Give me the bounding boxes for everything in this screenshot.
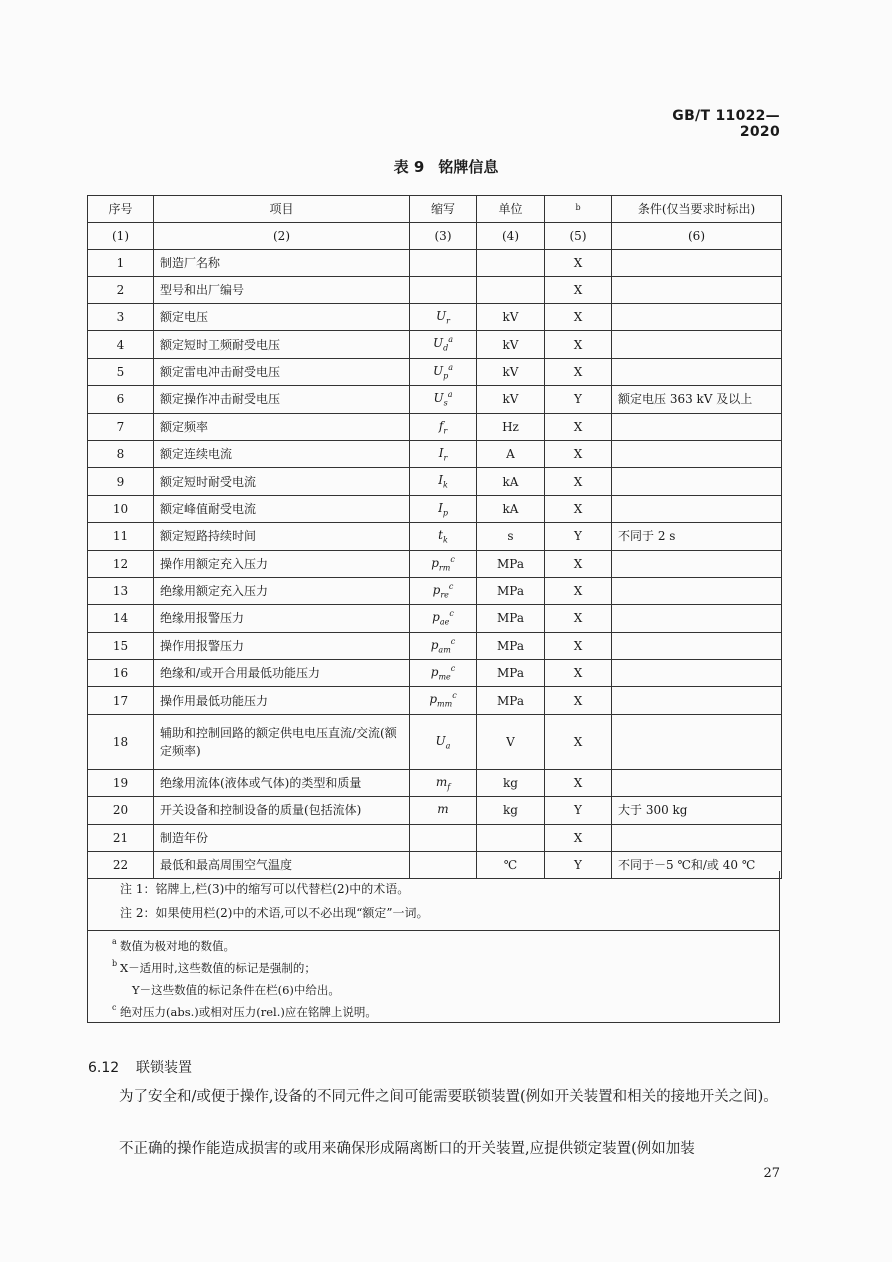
cell-condition: [612, 824, 782, 851]
cell-condition: 不同于－5 ℃和/或 40 ℃: [612, 851, 782, 878]
colnum: (5): [545, 223, 612, 250]
table-row: [88, 550, 782, 577]
cell-no: 7: [88, 413, 154, 440]
cell-condition: [612, 577, 782, 604]
cell-abbr: $U_p^a$: [410, 358, 477, 385]
cell-unit: MPa: [477, 632, 545, 659]
cell-no: 4: [88, 331, 154, 358]
cell-abbr: $p_{am}^c$: [410, 632, 477, 659]
note-1: 注 1：铭牌上,栏(3)中的缩写可以代替栏(2)中的术语。: [120, 882, 410, 896]
cell-item: 最低和最高周围空气温度: [154, 851, 410, 878]
cell-condition: [612, 413, 782, 440]
cell-flag: X: [545, 769, 612, 796]
cell-flag: X: [545, 468, 612, 495]
cell-abbr: $U_r$: [410, 304, 477, 331]
cell-flag: X: [545, 250, 612, 277]
cell-condition: [612, 550, 782, 577]
cell-condition: [612, 605, 782, 632]
cell-unit: kV: [477, 386, 545, 413]
header-abbr: 缩写: [410, 196, 477, 223]
colnum: (4): [477, 223, 545, 250]
standard-number: GB/T 11022—2020: [672, 108, 780, 140]
cell-flag: X: [545, 413, 612, 440]
table-row: [88, 495, 782, 522]
cell-condition: [612, 250, 782, 277]
colnum: (3): [410, 223, 477, 250]
cell-condition: 额定电压 363 kV 及以上: [612, 386, 782, 413]
footnote-a: a 数值为极对地的数值。: [112, 937, 235, 953]
cell-abbr: [410, 824, 477, 851]
cell-no: 3: [88, 304, 154, 331]
cell-condition: [612, 440, 782, 467]
cell-abbr: $p_{ae}^c$: [410, 605, 477, 632]
table-row: [88, 331, 782, 358]
page-number: 27: [763, 1166, 780, 1181]
table-title-label: 表 9: [393, 158, 425, 176]
cell-item: 绝缘和/或开合用最低功能压力: [154, 660, 410, 687]
paragraph-1: 为了安全和/或便于操作,设备的不同元件之间可能需要联锁装置(例如开关装置和相关的接地开关之间)。: [119, 1089, 778, 1105]
cell-item: 辅助和控制回路的额定供电电压直流/交流(额定频率): [154, 714, 410, 769]
cell-unit: kA: [477, 495, 545, 522]
footnote-b: b X－适用时,这些数值的标记是强制的；: [112, 959, 316, 975]
cell-abbr: $U_a$: [410, 714, 477, 769]
cell-item: 型号和出厂编号: [154, 277, 410, 304]
cell-unit: ℃: [477, 851, 545, 878]
cell-flag: Y: [545, 386, 612, 413]
cell-condition: [612, 277, 782, 304]
cell-no: 11: [88, 523, 154, 550]
header-unit: 单位: [477, 196, 545, 223]
table-row: [88, 660, 782, 687]
cell-condition: [612, 495, 782, 522]
footnote-b-cont: Y－这些数值的标记条件在栏(6)中给出。: [132, 983, 340, 997]
table-row: [88, 440, 782, 467]
header-condition: 条件(仅当要求时标出): [612, 196, 782, 223]
cell-flag: X: [545, 687, 612, 714]
section-heading: [88, 1057, 192, 1077]
cell-flag: X: [545, 304, 612, 331]
header-item: 项目: [154, 196, 410, 223]
cell-item: 额定短路持续时间: [154, 523, 410, 550]
cell-flag: X: [545, 714, 612, 769]
cell-condition: [612, 632, 782, 659]
cell-no: 12: [88, 550, 154, 577]
cell-flag: X: [545, 605, 612, 632]
cell-abbr: $I_r$: [410, 440, 477, 467]
cell-unit: kg: [477, 797, 545, 824]
cell-no: 15: [88, 632, 154, 659]
table-body: [88, 250, 782, 879]
cell-abbr: $I_p$: [410, 495, 477, 522]
cell-item: 操作用额定充入压力: [154, 550, 410, 577]
cell-unit: kg: [477, 769, 545, 796]
cell-item: 操作用最低功能压力: [154, 687, 410, 714]
cell-item: 制造厂名称: [154, 250, 410, 277]
cell-condition: [612, 714, 782, 769]
cell-unit: [477, 277, 545, 304]
table-header-row: [88, 196, 782, 223]
cell-condition: [612, 468, 782, 495]
cell-unit: kV: [477, 331, 545, 358]
cell-abbr: $p_{re}^c$: [410, 577, 477, 604]
cell-item: 操作用报警压力: [154, 632, 410, 659]
table-row: [88, 577, 782, 604]
cell-unit: Hz: [477, 413, 545, 440]
cell-no: 5: [88, 358, 154, 385]
cell-condition: [612, 687, 782, 714]
table-row: [88, 714, 782, 769]
cell-no: 9: [88, 468, 154, 495]
cell-abbr: $p_{me}^c$: [410, 660, 477, 687]
cell-abbr: $f_r$: [410, 413, 477, 440]
cell-no: 10: [88, 495, 154, 522]
cell-item: 额定操作冲击耐受电压: [154, 386, 410, 413]
cell-no: 20: [88, 797, 154, 824]
cell-abbr: $t_k$: [410, 523, 477, 550]
cell-unit: MPa: [477, 687, 545, 714]
cell-no: 13: [88, 577, 154, 604]
cell-item: 绝缘用报警压力: [154, 605, 410, 632]
section-number: 6.12: [88, 1060, 120, 1076]
table-row: [88, 824, 782, 851]
cell-unit: [477, 824, 545, 851]
cell-no: 21: [88, 824, 154, 851]
cell-unit: MPa: [477, 605, 545, 632]
table-row: [88, 304, 782, 331]
cell-flag: X: [545, 550, 612, 577]
cell-item: 额定短时工频耐受电压: [154, 331, 410, 358]
note-2: 注 2：如果使用栏(2)中的术语,可以不必出现“额定”一词。: [120, 906, 429, 920]
cell-flag: X: [545, 632, 612, 659]
cell-condition: 大于 300 kg: [612, 797, 782, 824]
cell-item: 制造年份: [154, 824, 410, 851]
cell-item: 绝缘用额定充入压力: [154, 577, 410, 604]
cell-no: 14: [88, 605, 154, 632]
cell-item: 额定峰值耐受电流: [154, 495, 410, 522]
colnum: (2): [154, 223, 410, 250]
cell-flag: X: [545, 331, 612, 358]
table-row: [88, 386, 782, 413]
table-colnum-row: [88, 223, 782, 250]
cell-no: 19: [88, 769, 154, 796]
cell-condition: [612, 304, 782, 331]
table-row: [88, 523, 782, 550]
cell-unit: V: [477, 714, 545, 769]
colnum: (1): [88, 223, 154, 250]
cell-no: 8: [88, 440, 154, 467]
footnote-c: c 绝对压力(abs.)或相对压力(rel.)应在铭牌上说明。: [112, 1003, 377, 1019]
cell-item: 绝缘用流体(液体或气体)的类型和质量: [154, 769, 410, 796]
table-row: [88, 277, 782, 304]
cell-item: 额定雷电冲击耐受电压: [154, 358, 410, 385]
cell-unit: s: [477, 523, 545, 550]
paragraph-2: 不正确的操作能造成损害的或用来确保形成隔离断口的开关装置,应提供锁定装置(例如加装: [119, 1141, 695, 1157]
table-notes: [87, 871, 780, 931]
cell-flag: X: [545, 824, 612, 851]
cell-no: 6: [88, 386, 154, 413]
cell-item: 额定频率: [154, 413, 410, 440]
cell-item: 额定电压: [154, 304, 410, 331]
table-row: [88, 687, 782, 714]
cell-no: 2: [88, 277, 154, 304]
cell-unit: A: [477, 440, 545, 467]
cell-condition: [612, 769, 782, 796]
table-row: [88, 413, 782, 440]
cell-unit: MPa: [477, 577, 545, 604]
cell-abbr: $U_s^a$: [410, 386, 477, 413]
table-title: [0, 156, 892, 177]
cell-unit: MPa: [477, 550, 545, 577]
cell-flag: X: [545, 577, 612, 604]
cell-condition: [612, 358, 782, 385]
cell-flag: Y: [545, 797, 612, 824]
table-title-text: 铭牌信息: [438, 158, 499, 176]
cell-flag: Y: [545, 523, 612, 550]
cell-unit: [477, 250, 545, 277]
cell-condition: [612, 331, 782, 358]
cell-unit: kA: [477, 468, 545, 495]
cell-flag: X: [545, 277, 612, 304]
cell-condition: [612, 660, 782, 687]
cell-item: 额定短时耐受电流: [154, 468, 410, 495]
cell-no: 18: [88, 714, 154, 769]
cell-abbr: $I_k$: [410, 468, 477, 495]
cell-unit: kV: [477, 358, 545, 385]
table-row: [88, 632, 782, 659]
cell-no: 1: [88, 250, 154, 277]
cell-abbr: [410, 277, 477, 304]
cell-flag: X: [545, 358, 612, 385]
nameplate-table: [87, 195, 782, 879]
header-no: 序号: [88, 196, 154, 223]
cell-flag: Y: [545, 851, 612, 878]
table-footnotes: [87, 930, 780, 1023]
cell-item: 额定连续电流: [154, 440, 410, 467]
table-row: [88, 250, 782, 277]
table-row: [88, 468, 782, 495]
cell-abbr: $U_d^a$: [410, 331, 477, 358]
cell-item: 开关设备和控制设备的质量(包括流体): [154, 797, 410, 824]
colnum: (6): [612, 223, 782, 250]
cell-condition: 不同于 2 s: [612, 523, 782, 550]
cell-abbr: m: [410, 797, 477, 824]
cell-flag: X: [545, 660, 612, 687]
table-row: [88, 605, 782, 632]
cell-flag: X: [545, 495, 612, 522]
cell-flag: X: [545, 440, 612, 467]
cell-no: 22: [88, 851, 154, 878]
cell-abbr: [410, 250, 477, 277]
table-row: [88, 769, 782, 796]
header-flag: b: [545, 196, 612, 223]
cell-abbr: $m_f$: [410, 769, 477, 796]
cell-no: 17: [88, 687, 154, 714]
section-title: 联锁装置: [136, 1060, 192, 1076]
cell-unit: MPa: [477, 660, 545, 687]
cell-abbr: $p_{rm}^c$: [410, 550, 477, 577]
cell-abbr: $p_{mm}^c$: [410, 687, 477, 714]
cell-no: 16: [88, 660, 154, 687]
table-row: [88, 797, 782, 824]
cell-unit: kV: [477, 304, 545, 331]
table-row: [88, 358, 782, 385]
